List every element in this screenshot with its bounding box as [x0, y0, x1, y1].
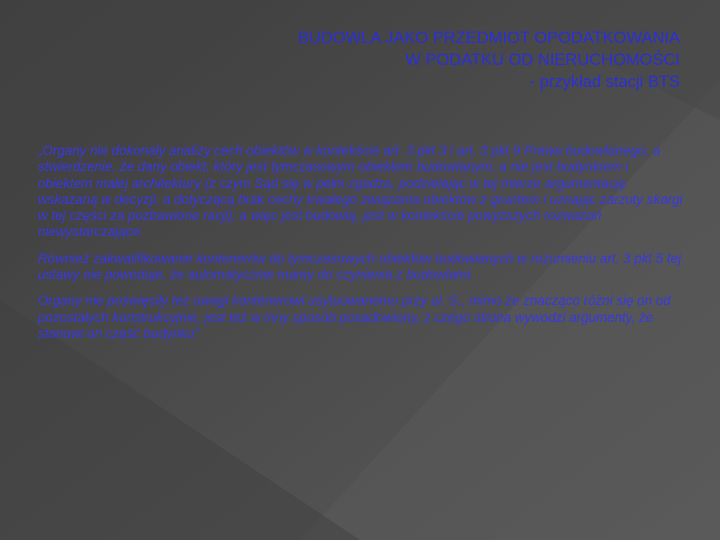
body-paragraph-2: Również zakwalifikowanie kontenerów do tymczasowych obiektów budowlanych w rozumieniu art. 3 pkt 5 tej ustawy nie powoduje, że automatycznie mamy do czynienia z budowlami.: [38, 250, 682, 283]
slide-title: [120, 27, 680, 93]
slide-title-line-1: BUDOWLA JAKO PRZEDMIOT OPODATKOWANIA: [298, 29, 680, 47]
slide-title-line-3: - przykład stacji BTS: [529, 73, 680, 91]
body-paragraph-1: „Organy nie dokonały analizy cech obiektów w kontekście art. 3 pkt 3 i art. 3 pkt 9 Prawa budowlanego, a stwierdzenie, że dany obiekt, który jest tymczasowym obiektem budowlanym, a nie jest budynkiem i obiektem małej architektury (z czym Sąd się w pełni zgadza, podzielając w tej mierze argumentację wskazaną w decyzji, a dotyczącą brak cechy trwałego związania obiektów z gruntem i uznając zarzuty skargi w tej części za pozbawione racji), a więc jest budowlą, jest w kontekście powyższych rozważań niewystarczające.: [38, 143, 683, 240]
body-paragraph-3: Organy nie poświęciły też uwagi kontenerowi usytuowanemu przy ul. S., mimo że znacząco różni się on od pozostałych konstrukcyjnie, jest też w inny sposób posadowiony, z czego strona wywodzi argumenty, że stanowi on część budynku”: [38, 293, 671, 341]
slide-body: [38, 143, 686, 352]
slide-title-line-2: W PODATKU OD NIERUCHOMOŚCI: [405, 51, 680, 69]
